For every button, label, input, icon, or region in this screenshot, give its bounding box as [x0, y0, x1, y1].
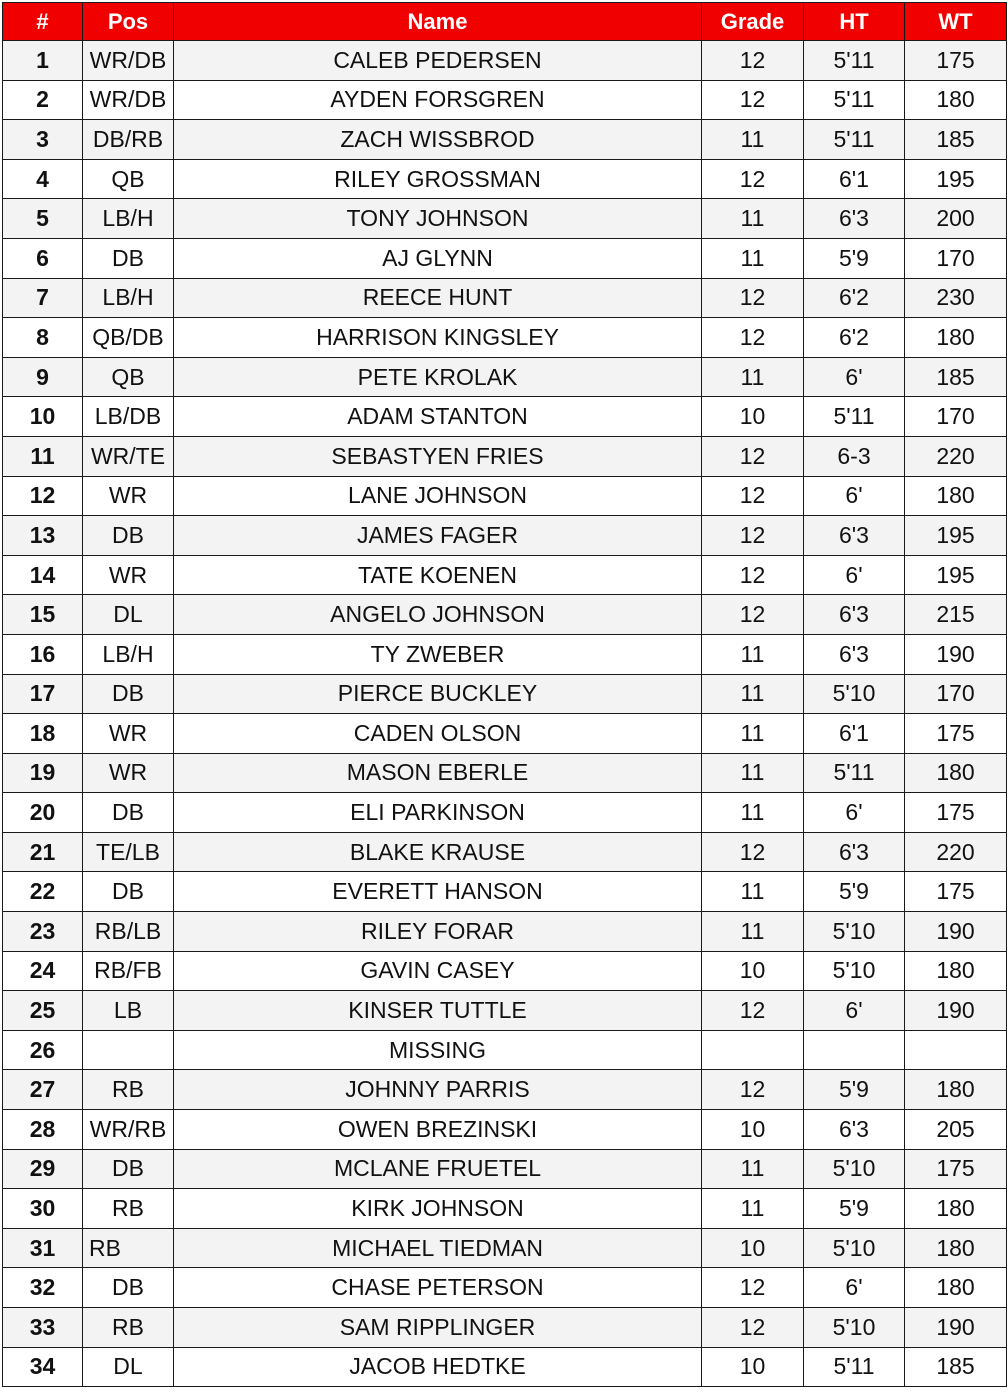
table-row — [3, 476, 1007, 516]
cell-number: 30 — [3, 1189, 83, 1229]
table-row — [3, 436, 1007, 476]
cell-height: 6'3 — [804, 1110, 905, 1150]
table-row — [3, 159, 1007, 199]
cell-grade: 12 — [702, 1070, 804, 1110]
cell-position: RB/LB — [83, 912, 174, 952]
cell-number: 6 — [3, 238, 83, 278]
table-row — [3, 951, 1007, 991]
cell-grade: 10 — [702, 1347, 804, 1387]
cell-grade: 12 — [702, 278, 804, 318]
table-row — [3, 714, 1007, 754]
cell-name: LANE JOHNSON — [174, 476, 702, 516]
cell-number: 18 — [3, 714, 83, 754]
cell-grade: 12 — [702, 41, 804, 81]
cell-weight — [905, 1030, 1007, 1070]
cell-name: TY ZWEBER — [174, 634, 702, 674]
cell-position: RB — [83, 1308, 174, 1348]
table-row — [3, 872, 1007, 912]
cell-number: 11 — [3, 436, 83, 476]
header-name: Name — [174, 3, 702, 41]
cell-height: 5'9 — [804, 1189, 905, 1229]
cell-name: CALEB PEDERSEN — [174, 41, 702, 81]
cell-grade: 10 — [702, 1228, 804, 1268]
cell-position: DL — [83, 1347, 174, 1387]
cell-name: KIRK JOHNSON — [174, 1189, 702, 1229]
cell-position: DB — [83, 1268, 174, 1308]
table-row — [3, 1347, 1007, 1387]
cell-weight: 185 — [905, 120, 1007, 160]
cell-position: QB — [83, 159, 174, 199]
cell-grade: 12 — [702, 476, 804, 516]
cell-weight: 175 — [905, 41, 1007, 81]
table-row — [3, 674, 1007, 714]
table-row — [3, 1110, 1007, 1150]
cell-weight: 180 — [905, 753, 1007, 793]
cell-grade: 11 — [702, 634, 804, 674]
cell-weight: 205 — [905, 1110, 1007, 1150]
roster-table — [2, 2, 1007, 1387]
cell-height: 5'11 — [804, 120, 905, 160]
cell-position: WR/DB — [83, 80, 174, 120]
header-grade: Grade — [702, 3, 804, 41]
cell-height: 6' — [804, 991, 905, 1031]
cell-height: 5'10 — [804, 1228, 905, 1268]
cell-grade: 11 — [702, 1189, 804, 1229]
cell-position: DB — [83, 793, 174, 833]
table-row — [3, 832, 1007, 872]
cell-number: 13 — [3, 516, 83, 556]
cell-weight: 180 — [905, 1189, 1007, 1229]
cell-name: JAMES FAGER — [174, 516, 702, 556]
cell-height: 5'10 — [804, 951, 905, 991]
cell-name: MCLANE FRUETEL — [174, 1149, 702, 1189]
cell-grade: 11 — [702, 912, 804, 952]
cell-position: LB/H — [83, 634, 174, 674]
cell-grade: 11 — [702, 199, 804, 239]
table-row — [3, 238, 1007, 278]
cell-name: KINSER TUTTLE — [174, 991, 702, 1031]
cell-weight: 170 — [905, 397, 1007, 437]
cell-position — [83, 1030, 174, 1070]
cell-grade: 11 — [702, 872, 804, 912]
table-row — [3, 278, 1007, 318]
cell-height: 6' — [804, 1268, 905, 1308]
cell-weight: 185 — [905, 357, 1007, 397]
cell-grade: 11 — [702, 714, 804, 754]
cell-name: RILEY GROSSMAN — [174, 159, 702, 199]
table-row — [3, 1228, 1007, 1268]
cell-name: MICHAEL TIEDMAN — [174, 1228, 702, 1268]
cell-number: 25 — [3, 991, 83, 1031]
cell-number: 9 — [3, 357, 83, 397]
cell-height: 6'3 — [804, 516, 905, 556]
cell-grade: 12 — [702, 832, 804, 872]
cell-number: 29 — [3, 1149, 83, 1189]
cell-name: OWEN BREZINSKI — [174, 1110, 702, 1150]
cell-height: 5'10 — [804, 912, 905, 952]
cell-name: BLAKE KRAUSE — [174, 832, 702, 872]
cell-number: 24 — [3, 951, 83, 991]
cell-weight: 195 — [905, 516, 1007, 556]
cell-name: MASON EBERLE — [174, 753, 702, 793]
cell-position: WR — [83, 753, 174, 793]
cell-name: ANGELO JOHNSON — [174, 595, 702, 635]
header-height: HT — [804, 3, 905, 41]
cell-position: LB/DB — [83, 397, 174, 437]
cell-position: RB — [83, 1070, 174, 1110]
cell-height: 5'10 — [804, 674, 905, 714]
cell-name: AJ GLYNN — [174, 238, 702, 278]
cell-number: 1 — [3, 41, 83, 81]
cell-name: JOHNNY PARRIS — [174, 1070, 702, 1110]
cell-weight: 175 — [905, 793, 1007, 833]
cell-name: PETE KROLAK — [174, 357, 702, 397]
table-row — [3, 397, 1007, 437]
cell-name: ELI PARKINSON — [174, 793, 702, 833]
cell-weight: 220 — [905, 832, 1007, 872]
cell-weight: 180 — [905, 951, 1007, 991]
cell-grade: 10 — [702, 1110, 804, 1150]
cell-position: RB/FB — [83, 951, 174, 991]
cell-height: 5'9 — [804, 872, 905, 912]
cell-name: EVERETT HANSON — [174, 872, 702, 912]
table-row — [3, 1308, 1007, 1348]
cell-weight: 180 — [905, 1228, 1007, 1268]
cell-position: LB/H — [83, 278, 174, 318]
table-row — [3, 357, 1007, 397]
cell-weight: 180 — [905, 80, 1007, 120]
cell-number: 14 — [3, 555, 83, 595]
cell-number: 32 — [3, 1268, 83, 1308]
cell-height: 6'3 — [804, 832, 905, 872]
cell-height: 6' — [804, 555, 905, 595]
cell-name: SAM RIPPLINGER — [174, 1308, 702, 1348]
table-row — [3, 318, 1007, 358]
cell-number: 2 — [3, 80, 83, 120]
cell-number: 17 — [3, 674, 83, 714]
cell-height — [804, 1030, 905, 1070]
cell-weight: 170 — [905, 674, 1007, 714]
cell-weight: 185 — [905, 1347, 1007, 1387]
cell-number: 22 — [3, 872, 83, 912]
cell-height: 6' — [804, 476, 905, 516]
cell-height: 6' — [804, 357, 905, 397]
header-row — [3, 3, 1007, 41]
cell-position: RB — [83, 1189, 174, 1229]
cell-number: 12 — [3, 476, 83, 516]
table-row — [3, 41, 1007, 81]
cell-number: 16 — [3, 634, 83, 674]
cell-weight: 180 — [905, 1268, 1007, 1308]
cell-position: TE/LB — [83, 832, 174, 872]
cell-weight: 190 — [905, 634, 1007, 674]
cell-grade: 12 — [702, 436, 804, 476]
cell-grade: 12 — [702, 991, 804, 1031]
cell-number: 34 — [3, 1347, 83, 1387]
cell-grade: 12 — [702, 80, 804, 120]
cell-grade: 11 — [702, 793, 804, 833]
table-row — [3, 595, 1007, 635]
header-position: Pos — [83, 3, 174, 41]
cell-position: DB — [83, 1149, 174, 1189]
cell-number: 31 — [3, 1228, 83, 1268]
cell-height: 6'1 — [804, 159, 905, 199]
cell-name: ZACH WISSBROD — [174, 120, 702, 160]
cell-weight: 215 — [905, 595, 1007, 635]
cell-weight: 190 — [905, 991, 1007, 1031]
cell-position: QB — [83, 357, 174, 397]
cell-grade: 12 — [702, 1268, 804, 1308]
cell-position: DB — [83, 872, 174, 912]
table-row — [3, 753, 1007, 793]
cell-grade: 11 — [702, 120, 804, 160]
cell-weight: 180 — [905, 1070, 1007, 1110]
cell-height: 6' — [804, 793, 905, 833]
cell-number: 26 — [3, 1030, 83, 1070]
cell-position: WR/RB — [83, 1110, 174, 1150]
cell-weight: 230 — [905, 278, 1007, 318]
cell-position: WR — [83, 555, 174, 595]
cell-height: 6'1 — [804, 714, 905, 754]
cell-number: 10 — [3, 397, 83, 437]
cell-height: 5'10 — [804, 1308, 905, 1348]
table-row — [3, 912, 1007, 952]
cell-height: 5'11 — [804, 41, 905, 81]
cell-weight: 175 — [905, 714, 1007, 754]
cell-position: DB — [83, 516, 174, 556]
cell-weight: 190 — [905, 912, 1007, 952]
cell-grade: 12 — [702, 159, 804, 199]
cell-height: 6'2 — [804, 318, 905, 358]
cell-weight: 175 — [905, 872, 1007, 912]
header-number: # — [3, 3, 83, 41]
cell-name: PIERCE BUCKLEY — [174, 674, 702, 714]
cell-height: 5'11 — [804, 80, 905, 120]
cell-name: TATE KOENEN — [174, 555, 702, 595]
cell-position: WR — [83, 714, 174, 754]
table-row — [3, 634, 1007, 674]
cell-name: SEBASTYEN FRIES — [174, 436, 702, 476]
cell-height: 5'9 — [804, 238, 905, 278]
cell-weight: 195 — [905, 555, 1007, 595]
cell-weight: 175 — [905, 1149, 1007, 1189]
cell-name: ADAM STANTON — [174, 397, 702, 437]
cell-position: WR/TE — [83, 436, 174, 476]
cell-position: WR — [83, 476, 174, 516]
table-row — [3, 199, 1007, 239]
cell-grade: 12 — [702, 555, 804, 595]
cell-weight: 180 — [905, 476, 1007, 516]
cell-number: 3 — [3, 120, 83, 160]
table-row — [3, 555, 1007, 595]
cell-number: 20 — [3, 793, 83, 833]
cell-name: TONY JOHNSON — [174, 199, 702, 239]
cell-grade: 11 — [702, 753, 804, 793]
cell-number: 27 — [3, 1070, 83, 1110]
cell-number: 15 — [3, 595, 83, 635]
cell-height: 5'11 — [804, 1347, 905, 1387]
cell-weight: 190 — [905, 1308, 1007, 1348]
cell-height: 6'3 — [804, 595, 905, 635]
cell-name: GAVIN CASEY — [174, 951, 702, 991]
cell-grade: 11 — [702, 357, 804, 397]
cell-height: 6'3 — [804, 199, 905, 239]
cell-name: REECE HUNT — [174, 278, 702, 318]
cell-position: DB/RB — [83, 120, 174, 160]
cell-grade: 11 — [702, 674, 804, 714]
cell-position: LB — [83, 991, 174, 1031]
cell-grade — [702, 1030, 804, 1070]
table-row — [3, 1030, 1007, 1070]
header-weight: WT — [905, 3, 1007, 41]
cell-position: WR/DB — [83, 41, 174, 81]
cell-position: QB/DB — [83, 318, 174, 358]
cell-name: MISSING — [174, 1030, 702, 1070]
cell-weight: 220 — [905, 436, 1007, 476]
table-row — [3, 1189, 1007, 1229]
cell-number: 21 — [3, 832, 83, 872]
cell-height: 5'11 — [804, 397, 905, 437]
cell-grade: 12 — [702, 595, 804, 635]
cell-number: 23 — [3, 912, 83, 952]
cell-position: RB — [83, 1228, 174, 1268]
cell-grade: 11 — [702, 1149, 804, 1189]
cell-height: 6-3 — [804, 436, 905, 476]
roster-body — [3, 41, 1007, 1387]
cell-number: 5 — [3, 199, 83, 239]
cell-name: HARRISON KINGSLEY — [174, 318, 702, 358]
cell-weight: 195 — [905, 159, 1007, 199]
cell-number: 4 — [3, 159, 83, 199]
cell-number: 28 — [3, 1110, 83, 1150]
cell-height: 5'9 — [804, 1070, 905, 1110]
cell-number: 7 — [3, 278, 83, 318]
cell-name: CADEN OLSON — [174, 714, 702, 754]
table-row — [3, 80, 1007, 120]
table-row — [3, 1070, 1007, 1110]
cell-grade: 10 — [702, 951, 804, 991]
cell-number: 19 — [3, 753, 83, 793]
table-row — [3, 991, 1007, 1031]
cell-height: 5'11 — [804, 753, 905, 793]
cell-position: LB/H — [83, 199, 174, 239]
table-row — [3, 120, 1007, 160]
table-row — [3, 516, 1007, 556]
cell-height: 5'10 — [804, 1149, 905, 1189]
cell-grade: 10 — [702, 397, 804, 437]
cell-grade: 12 — [702, 1308, 804, 1348]
cell-height: 6'3 — [804, 634, 905, 674]
cell-grade: 11 — [702, 238, 804, 278]
cell-height: 6'2 — [804, 278, 905, 318]
cell-name: CHASE PETERSON — [174, 1268, 702, 1308]
cell-number: 8 — [3, 318, 83, 358]
cell-grade: 12 — [702, 318, 804, 358]
cell-weight: 170 — [905, 238, 1007, 278]
cell-weight: 180 — [905, 318, 1007, 358]
cell-number: 33 — [3, 1308, 83, 1348]
cell-name: AYDEN FORSGREN — [174, 80, 702, 120]
cell-name: JACOB HEDTKE — [174, 1347, 702, 1387]
cell-name: RILEY FORAR — [174, 912, 702, 952]
cell-position: DB — [83, 674, 174, 714]
roster-header — [3, 3, 1007, 41]
table-row — [3, 1149, 1007, 1189]
table-row — [3, 1268, 1007, 1308]
cell-grade: 12 — [702, 516, 804, 556]
cell-position: DB — [83, 238, 174, 278]
cell-weight: 200 — [905, 199, 1007, 239]
table-row — [3, 793, 1007, 833]
cell-position: DL — [83, 595, 174, 635]
